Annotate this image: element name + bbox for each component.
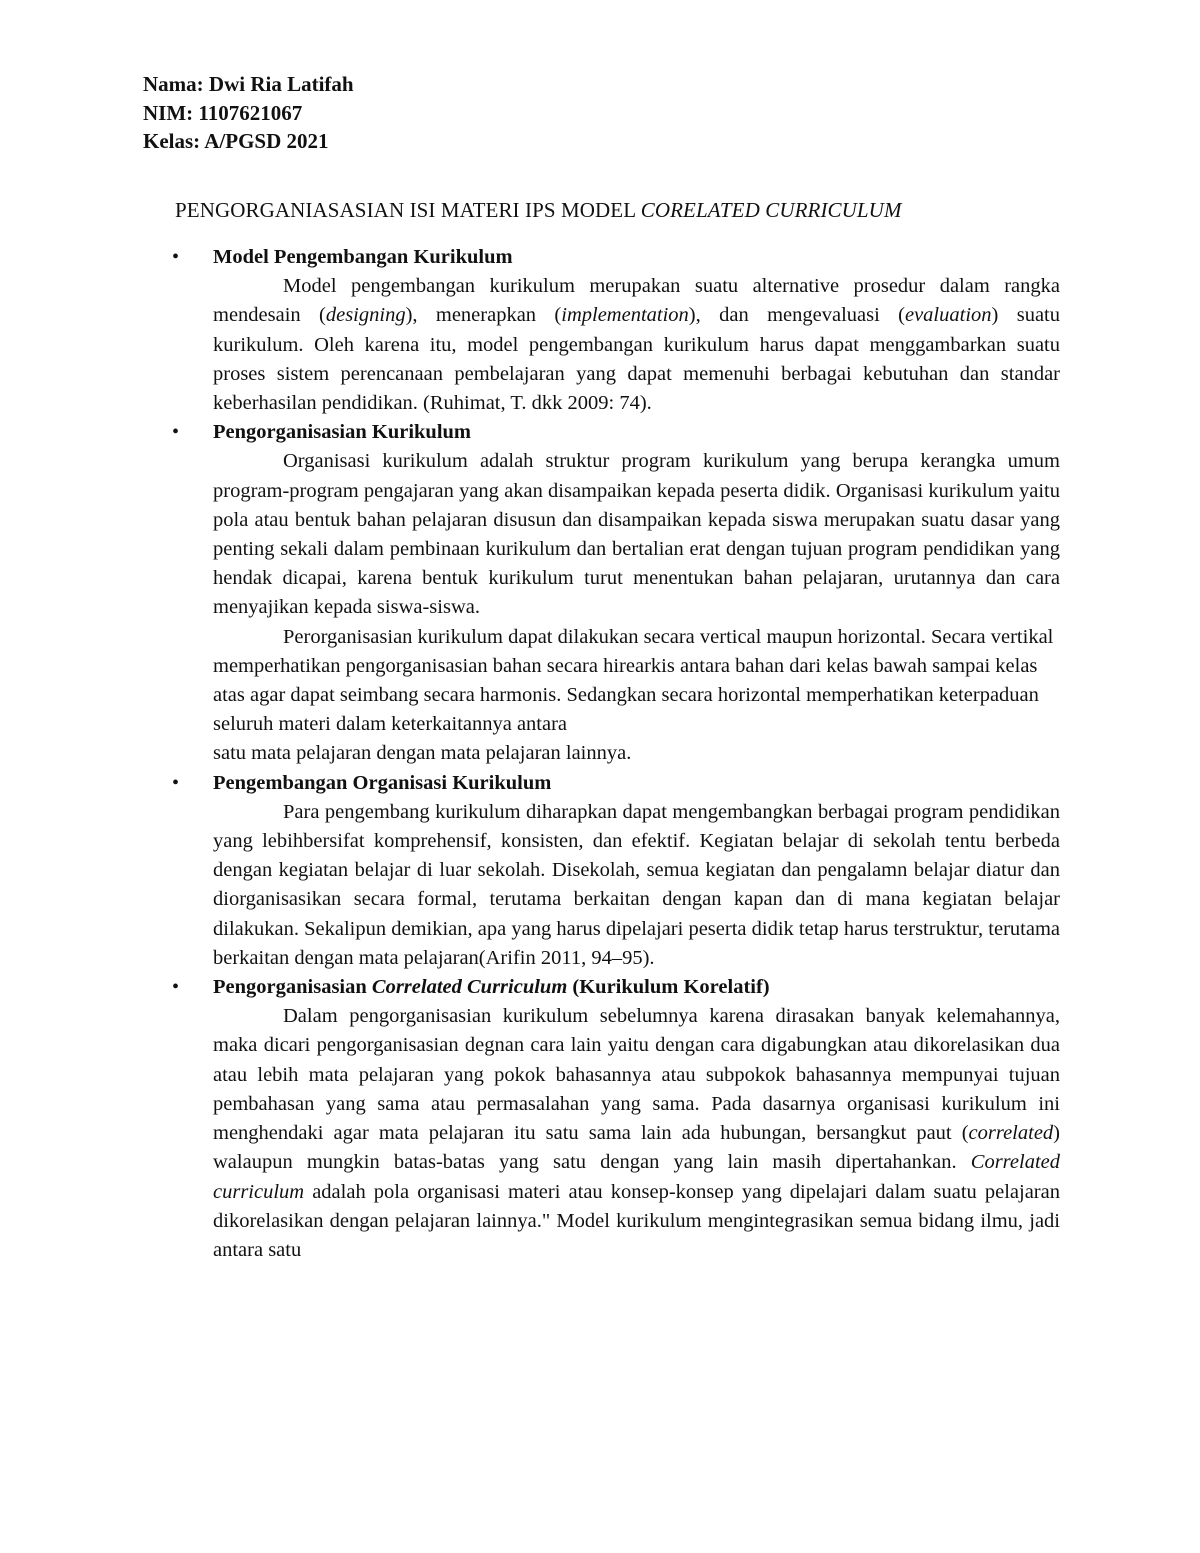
section-pengorganisasian-kurikulum [172,418,1060,768]
title-italic: CORELATED CURRICULUM [640,198,902,222]
bullet-icon: • [172,421,180,444]
section-paragraph: Organisasi kurikulum adalah struktur program kurikulum yang berupa kerangka umum program-program pengajaran yang akan disampaikan kepada peserta didik. Organisasi kurikulum yaitu pola atau bentuk bahan pelajaran disusun dan disampaikan kepada siswa merupakan suatu dasar yang penting sekali dalam pembinaan kurikulum dan bertalian erat dengan tujuan program pendidikan yang hendak dicapai, karena bentuk kurikulum turut menentukan bahan pelajaran, urutannya dan cara menyajikan kepada siswa-siswa. [213,450,1060,619]
student-nim: NIM: 1107621067 [143,100,303,125]
document-title [175,198,902,223]
student-info [143,70,354,156]
section-heading: Pengembangan Organisasi Kurikulum [213,771,552,794]
section-correlated-curriculum [172,973,1060,1265]
section-paragraph: Dalam pengorganisasian kurikulum sebelumnya karena dirasakan banyak kelemahannya, maka dicari pengorganisasian degnan cara lain yaitu dengan cara digabungkan atau dikorelasikan dua atau lebih mata pelajaran yang pokok bahasannya atau subpokok bahasannya mempunyai tujuan pembahasan yang sama atau permasalahan yang sama. Pada dasarnya organisasi kurikulum ini menghendaki agar mata pelajaran itu satu sama lain ada hubungan, bersangkut paut (correlated) walaupun mungkin batas-batas yang satu dengan yang lain masih dipertahankan. Correlated curriculum adalah pola organisasi materi atau konsep-konsep yang dipelajari dalam suatu pelajaran dikorelasikan dengan pelajaran lainnya." Model kurikulum mengintegrasikan semua bidang ilmu, jadi antara satu [213,1005,1060,1261]
section-heading: Model Pengembangan Kurikulum [213,246,513,268]
student-class: Kelas: A/PGSD 2021 [143,129,329,153]
bullet-icon: • [172,246,180,268]
bullet-icon: • [172,771,180,794]
section-heading: Pengorganisasian Correlated Curriculum (Kurikulum Korelatif) [213,976,770,999]
section-paragraph: Para pengembang kurikulum diharapkan dapat mengembangkan berbagai program pendidikan yang lebihbersifat komprehensif, konsisten, dan efektif. Kegiatan belajar di sekolah tentu berbeda dengan kegiatan belajar di luar sekolah. Disekolah, semua kegiatan dan pengalamn belajar diatur dan diorganisasikan secara formal, terutama berkaitan dengan kapan dan di mana kegiatan belajar dilakukan. Sekalipun demikian, apa yang harus dipelajari peserta didik tetap harus terstruktur, terutama berkaitan dengan mata pelajaran(Arifin 2011, 94–95). [213,800,1060,969]
section-paragraph: Perorganisasian kurikulum dapat dilakukan secara vertical maupun horizontal. Secara vertikal memperhatikan pengorganisasian bahan secara hirearkis antara bahan dari kelas bawah sampai kelas atas agar dapat seimbang secara harmonis. Sedangkan secara horizontal memperhatikan keterpaduan seluruh materi dalam keterkaitannya antara [213,625,1054,736]
bullet-icon: • [172,976,180,999]
section-paragraph: satu mata pelajaran dengan mata pelajaran lainnya. [213,742,632,765]
title-main: PENGORGANIASASIAN ISI MATERI IPS MODEL [175,198,641,222]
section-model-pengembangan [172,243,1060,418]
section-pengembangan-organisasi [172,769,1060,973]
section-heading: Pengorganisasian Kurikulum [213,421,472,444]
section-paragraph: Model pengembangan kurikulum merupakan suatu alternative prosedur dalam rangka mendesain (designing), menerapkan (implementation), dan mengevaluasi (evaluation) suatu kurikulum. Oleh karena itu, model pengembangan kurikulum harus dapat menggambarkan suatu proses sistem perencanaan pembelajaran yang dapat memenuhi berbagai kebutuhan dan standar keberhasilan pendidikan. (Ruhimat, T. dkk 2009: 74). [213,275,1060,415]
student-name: Nama: Dwi Ria Latifah [143,72,354,96]
document-body [172,243,1060,1265]
